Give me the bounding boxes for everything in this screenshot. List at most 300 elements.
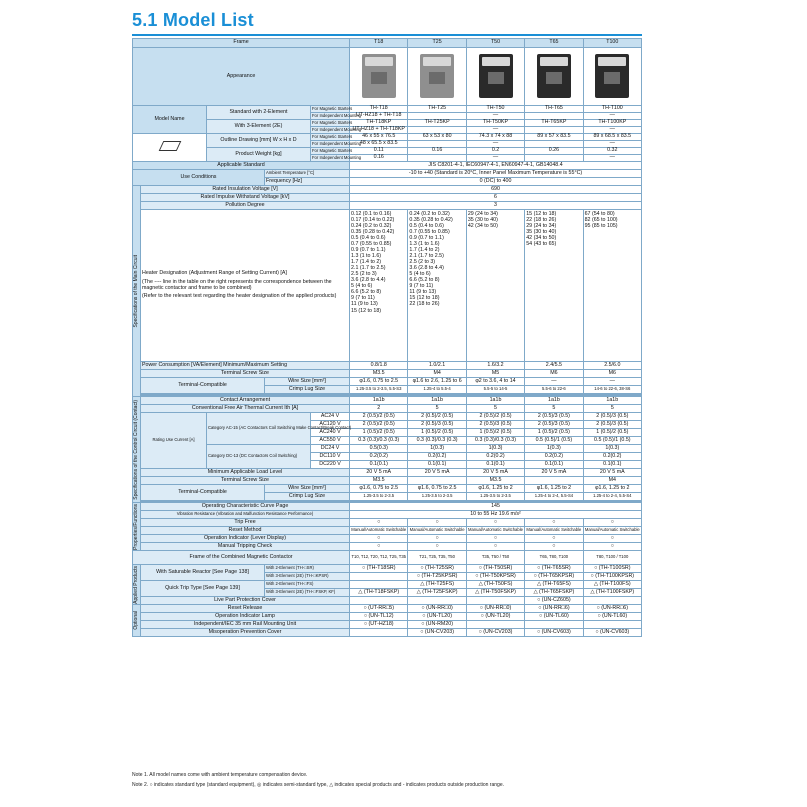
table-cell: Manual Tripping Check bbox=[141, 543, 350, 551]
model-value: 1.25-4 to 2-4, 5.5-S4 bbox=[583, 493, 641, 501]
model-value: 0.2 bbox=[466, 148, 524, 155]
model-value: T35, T50 / T50 bbox=[466, 551, 524, 565]
model-value: 5 bbox=[525, 405, 583, 413]
table-cell: ○ bbox=[408, 543, 466, 551]
section-label bbox=[133, 186, 141, 397]
table-row bbox=[133, 397, 642, 405]
table-cell: AC120 V bbox=[311, 421, 350, 429]
model-value: ○ (TH-T65KPSR) bbox=[525, 573, 583, 581]
table-cell: Operating Characteristic Curve Page bbox=[141, 503, 350, 511]
table-row bbox=[133, 581, 642, 589]
table-row bbox=[133, 170, 642, 178]
model-value: ○ (UN-CZ605) bbox=[525, 597, 583, 605]
model-value: 1(0.3) bbox=[525, 445, 583, 453]
model-value: ○ (TH-T65SR) bbox=[525, 565, 583, 573]
table-cell: For Magnetic Starters bbox=[312, 133, 353, 139]
model-value: ○ (TH-T50SR) bbox=[466, 565, 524, 573]
model-value: 0.16 bbox=[350, 155, 408, 162]
model-value: ○ (UN-TL20) bbox=[466, 613, 524, 621]
model-value: φ1.6, 0.75 to 2.5 bbox=[350, 378, 408, 386]
table-cell: Manual/Automatic Switchable bbox=[350, 527, 408, 535]
model-value: 2 (0.5)/3 (0.5) bbox=[525, 421, 583, 429]
model-value: 0.26 bbox=[525, 148, 583, 155]
product-photo bbox=[408, 48, 466, 106]
model-name-label: Model Name bbox=[133, 106, 207, 134]
table-cell: Operation Indicator (Lever Display) bbox=[141, 535, 350, 543]
model-value: 5 bbox=[583, 405, 641, 413]
model-value bbox=[583, 621, 641, 629]
model-list-table bbox=[132, 38, 642, 637]
table-cell: Frequency [Hz] bbox=[265, 178, 350, 186]
model-value: 63 x 53 x 80 bbox=[408, 134, 466, 141]
table-cell: Product Weight [kg] bbox=[207, 148, 311, 162]
relay-image bbox=[595, 54, 629, 98]
model-value bbox=[350, 597, 408, 605]
table-cell: Power Consumption [VA/Element] Minimum/Maximum Setting bbox=[141, 362, 350, 370]
table-row bbox=[133, 39, 642, 48]
model-value: 2.4/5.5 bbox=[525, 362, 583, 370]
table-cell: For Independent Mounting bbox=[312, 112, 362, 118]
table-row bbox=[133, 519, 642, 527]
table-cell: For Independent Mounting bbox=[312, 154, 362, 160]
table-cell: Outline Drawing [mm] W x H x D bbox=[207, 134, 311, 148]
model-value: △ (TH-T100FSKP) bbox=[583, 589, 641, 597]
heater-text: (Refer to the relevant text regarding the heater designation of the applied products) bbox=[142, 293, 337, 300]
heater-text: Heater Designation (Adjustment Range of Setting Current) [A] bbox=[142, 269, 287, 276]
model-value: 0.2(0.2) bbox=[525, 453, 583, 461]
model-value: 2 bbox=[350, 405, 408, 413]
relay-image bbox=[362, 54, 396, 98]
model-value: φ1.6, 1.25 to 2 bbox=[583, 485, 641, 493]
table-cell: Wire Size [mm²] bbox=[265, 378, 350, 386]
model-value: — bbox=[583, 141, 641, 148]
model-value: — bbox=[466, 155, 524, 162]
model-value: 2 (0.5)/2 (0.5) bbox=[408, 413, 466, 421]
table-cell: ○ bbox=[408, 519, 466, 527]
model-value: — bbox=[583, 113, 641, 120]
table-cell: Conventional Free Air Thermal Current Ith [A] bbox=[141, 405, 350, 413]
model-value: 74.3 x 74 x 88 bbox=[466, 134, 524, 141]
table-row bbox=[133, 370, 642, 378]
model-value: — bbox=[583, 127, 641, 134]
section-label bbox=[133, 605, 141, 637]
table-cell: For Magnetic Starters bbox=[312, 119, 353, 125]
model-value: M3.5 bbox=[466, 477, 524, 485]
model-value: ○ (UN-TL60) bbox=[583, 613, 641, 621]
model-value: 0.5 (0.5)/1 (0.5) bbox=[525, 437, 583, 445]
model-value bbox=[583, 597, 641, 605]
model-value: 1.25-3.5 to 2-3.5, 5.5-S3 bbox=[350, 386, 408, 394]
model-value bbox=[525, 155, 583, 162]
model-value: 89 x 68.5 x 83.5 bbox=[583, 134, 641, 141]
model-value: — bbox=[466, 127, 524, 134]
model-value: TH-T65 bbox=[525, 106, 583, 113]
section-label-text: Properties/Functions bbox=[132, 503, 139, 550]
heater-list: 67 (54 to 80) 82 (65 to 100) 95 (85 to 105) bbox=[583, 210, 641, 362]
model-value: 1a1b bbox=[350, 397, 408, 405]
table-row bbox=[133, 543, 642, 551]
model-value: TH-T50KP bbox=[466, 120, 524, 127]
merged-value: 10 to 55 Hz 19.6 m/s² bbox=[350, 511, 642, 519]
table-cell: Manual/Automatic Switchable bbox=[525, 527, 583, 535]
product-photo bbox=[525, 48, 583, 106]
table-cell: Crimp Lug Size bbox=[265, 493, 350, 501]
model-value: TH-T65KP bbox=[525, 120, 583, 127]
product-photo bbox=[466, 48, 524, 106]
model-value: ○ (UN-RM20) bbox=[408, 621, 466, 629]
model-value: ○ (UN-CV203) bbox=[408, 629, 466, 637]
table-cell: Minimum Applicable Load Level bbox=[141, 469, 350, 477]
section-label bbox=[133, 397, 141, 503]
model-value: M3.5 bbox=[350, 477, 408, 485]
model-value: 2 (0.5)/3 (0.5) bbox=[408, 421, 466, 429]
table-cell: DC24 V bbox=[311, 445, 350, 453]
model-value bbox=[466, 597, 524, 605]
model-value: φ1.6, 1.25 to 2 bbox=[466, 485, 524, 493]
table-cell: Standard with 2-Element bbox=[207, 106, 311, 120]
merged-value: -10 to +40 (Standard is 20°C, Inner Panel Maximum Temperature is 55°C) bbox=[350, 170, 642, 178]
model-value: △ (TH-T65FSKP) bbox=[525, 589, 583, 597]
model-header: T100 bbox=[583, 39, 641, 48]
merged-value: 145 bbox=[350, 503, 642, 511]
table-row bbox=[133, 405, 642, 413]
section-label-text: Optional bbox=[132, 611, 139, 630]
model-value: T80, T100 / T100 bbox=[583, 551, 641, 565]
table-cell: With 3-Element (2E) (TH-□FSKP, KF) bbox=[265, 589, 350, 597]
table-cell: ○ bbox=[525, 543, 583, 551]
model-value: ○ (TH-T25KPSR) bbox=[408, 573, 466, 581]
table-row bbox=[133, 378, 642, 386]
table-cell: AC240 V bbox=[311, 429, 350, 437]
section-label bbox=[133, 565, 141, 605]
table-cell: Use Conditions bbox=[133, 170, 265, 186]
table-cell: Quick Trip Type [See Page 139] bbox=[141, 581, 265, 597]
model-value: 5.5-6 to 22-6 bbox=[525, 386, 583, 394]
model-value: △ (TH-T25FS) bbox=[408, 581, 466, 589]
model-value bbox=[350, 581, 408, 589]
model-value: 2 (0.5)/3 (0.5) bbox=[583, 421, 641, 429]
merged-value: 0 (DC) to 400 bbox=[350, 178, 642, 186]
model-value: 1 (0.5)/2 (0.5) bbox=[466, 429, 524, 437]
model-value: 5 bbox=[466, 405, 524, 413]
table-cell: Terminal Screw Size bbox=[141, 370, 350, 378]
model-value: ○ (UN-RR□0) bbox=[408, 605, 466, 613]
title-underline bbox=[132, 34, 642, 36]
table-row bbox=[133, 485, 642, 493]
table-cell: With 2-Element (TH-□SR) bbox=[265, 565, 350, 573]
table-row bbox=[133, 202, 642, 210]
model-value: 1.0/2.1 bbox=[408, 362, 466, 370]
model-value: ○ (UN-TL12) bbox=[350, 613, 408, 621]
model-value: φ1.6, 0.75 to 2.5 bbox=[408, 485, 466, 493]
model-value: 0.11 bbox=[350, 148, 408, 155]
table-cell: ○ bbox=[525, 535, 583, 543]
table-cell: ○ bbox=[408, 535, 466, 543]
merged-value: 690 bbox=[350, 186, 642, 194]
table-row bbox=[133, 605, 642, 613]
model-value: M6 bbox=[583, 370, 641, 378]
model-value: M5 bbox=[466, 370, 524, 378]
model-value: 1.6/3.2 bbox=[466, 362, 524, 370]
model-value: 1.25-3.5 to 2-3.5 bbox=[466, 493, 524, 501]
table-cell: Operation Indicator Lamp bbox=[141, 613, 350, 621]
model-value: 2 (0.5)/3 (0.5) bbox=[525, 413, 583, 421]
product-photo bbox=[583, 48, 641, 106]
model-value: T10, T12, T20, T12, T25, T35 bbox=[350, 551, 408, 565]
model-value: 1 (0.5)/2 (0.5) bbox=[408, 429, 466, 437]
table-row bbox=[133, 527, 642, 535]
table-cell: ○ bbox=[583, 519, 641, 527]
model-value: M3.5 bbox=[350, 370, 408, 378]
model-header: T65 bbox=[525, 39, 583, 48]
table-cell: ○ bbox=[583, 535, 641, 543]
model-value: — bbox=[466, 113, 524, 120]
table-row bbox=[133, 48, 642, 106]
model-value: 20 V 5 mA bbox=[350, 469, 408, 477]
model-value: △ (TH-T50FS) bbox=[466, 581, 524, 589]
model-value: 1 (0.5)/2 (0.5) bbox=[525, 429, 583, 437]
model-value: TH-T50 bbox=[466, 106, 524, 113]
model-value: ○ (UN-CV603) bbox=[583, 629, 641, 637]
table-cell: With 3-Element (2E) bbox=[207, 120, 311, 134]
table-row bbox=[133, 565, 642, 573]
model-value: — bbox=[583, 155, 641, 162]
model-value: 1a1b bbox=[583, 397, 641, 405]
model-value: 1 (0.5)/2 (0.5) bbox=[583, 429, 641, 437]
table-cell: Wire Size [mm²] bbox=[265, 485, 350, 493]
table-cell: With 2-Element (TH-□FS) bbox=[265, 581, 350, 589]
product-photo bbox=[350, 48, 408, 106]
model-value: ○ (TH-T100KPSR) bbox=[583, 573, 641, 581]
model-value: 1 (0.5)/2 (0.5) bbox=[350, 429, 408, 437]
model-value: 1(0.3) bbox=[408, 445, 466, 453]
model-value: △ (TH-T18FSKP) bbox=[350, 589, 408, 597]
section-label-text: Specifications of the Main Circuit bbox=[132, 254, 139, 328]
table-row bbox=[133, 511, 642, 519]
model-value: ○ (UN-RR□0) bbox=[466, 605, 524, 613]
table-cell: Category DC-13 (DC Contactors Coil Switching) bbox=[207, 445, 311, 469]
table-cell: Vibration Resistance (Vibration and Malfunction Resistance Performance) bbox=[141, 511, 350, 519]
model-value: UT-HZ18 + TH-T18KP bbox=[350, 127, 408, 134]
model-value: 0.3 (0.3)/0.3 (0.3) bbox=[350, 437, 408, 445]
model-value: 89 x 57 x 83.5 bbox=[525, 134, 583, 141]
table-cell: Rated Impulse Withstand Voltage [kV] bbox=[141, 194, 350, 202]
table-cell: Misoperation Prevention Cover bbox=[141, 629, 350, 637]
table-cell: Terminal-Compatible bbox=[141, 485, 265, 501]
table-row bbox=[133, 210, 642, 362]
merged-value: 6 bbox=[350, 194, 642, 202]
table-row bbox=[133, 613, 642, 621]
model-value: △ (TH-T50FSKP) bbox=[466, 589, 524, 597]
model-value: 2.5/6.0 bbox=[583, 362, 641, 370]
table-row bbox=[133, 629, 642, 637]
model-value: 48 x 65.5 x 83.5 bbox=[350, 141, 408, 148]
table-cell: Category AC-15 (AC Contactors Coil Switching Make Contact/Break Contact) bbox=[207, 413, 311, 445]
merged-value: 3 bbox=[350, 202, 642, 210]
model-value: TH-T25KP bbox=[408, 120, 466, 127]
model-value: M6 bbox=[525, 370, 583, 378]
model-value: △ (TH-T100FS) bbox=[583, 581, 641, 589]
model-value: 1(0.3) bbox=[466, 445, 524, 453]
model-value: 20 V 5 mA bbox=[525, 469, 583, 477]
table-row bbox=[133, 194, 642, 202]
heater-label-cell bbox=[141, 210, 350, 362]
table-cell: Reset Release bbox=[141, 605, 350, 613]
model-value: 5 bbox=[408, 405, 466, 413]
model-value bbox=[525, 477, 583, 485]
model-value: M4 bbox=[408, 370, 466, 378]
model-value: φ2 to 3.6, 4 to 14 bbox=[466, 378, 524, 386]
model-value: 1.25-4 to 2-4, 5.5-S4 bbox=[525, 493, 583, 501]
outline-drawing-icon bbox=[133, 134, 207, 162]
table-cell: Pollution Degree bbox=[141, 202, 350, 210]
model-value: 20 V 5 mA bbox=[466, 469, 524, 477]
model-value: T65, T80, T100 bbox=[525, 551, 583, 565]
model-value bbox=[525, 621, 583, 629]
table-cell: ○ bbox=[466, 543, 524, 551]
appearance-label: Appearance bbox=[133, 48, 350, 106]
table-cell: For Independent Mounting bbox=[312, 126, 362, 132]
table-cell: Live Part Protection Cover bbox=[141, 597, 350, 605]
model-value: ○ (TH-T25SR) bbox=[408, 565, 466, 573]
table-cell: Manual/Automatic Switchable bbox=[408, 527, 466, 535]
table-cell: For Independent Mounting bbox=[312, 140, 362, 146]
model-value: 0.1(0.1) bbox=[408, 461, 466, 469]
model-value: 1a1b bbox=[408, 397, 466, 405]
model-value: 14-6 to 22-6, 38-S6 bbox=[583, 386, 641, 394]
model-value: — bbox=[466, 141, 524, 148]
model-value: — bbox=[525, 378, 583, 386]
model-header: T50 bbox=[466, 39, 524, 48]
model-value: ○ (TH-T100SR) bbox=[583, 565, 641, 573]
model-value: φ1.6, 0.75 to 2.5 bbox=[350, 485, 408, 493]
model-header: T18 bbox=[350, 39, 408, 48]
table-row bbox=[133, 186, 642, 194]
model-value: 2 (0.5)/2 (0.5) bbox=[350, 421, 408, 429]
table-row bbox=[133, 535, 642, 543]
merged-value: JIS C8201-4-1, IEC60947-4-1, EN60947-4-1, GB14048.4 bbox=[350, 162, 642, 170]
model-value: φ1.6, 1.25 to 2 bbox=[525, 485, 583, 493]
model-value: TH-T100 bbox=[583, 106, 641, 113]
model-value: 1.25-3.5 to 2-3.5 bbox=[408, 493, 466, 501]
table-cell: Manual/Automatic Switchable bbox=[466, 527, 524, 535]
table-cell: ○ bbox=[350, 519, 408, 527]
model-value: φ1.6 to 2.6, 1.25 to 6 bbox=[408, 378, 466, 386]
model-value bbox=[350, 629, 408, 637]
table-row bbox=[133, 148, 642, 155]
model-value: 2 (0.5)/3 (0.5) bbox=[583, 413, 641, 421]
relay-image bbox=[537, 54, 571, 98]
table-row bbox=[133, 503, 642, 511]
model-value: ○ (UN-RR□6) bbox=[583, 605, 641, 613]
heater-list: 15 (12 to 18) 22 (18 to 26) 29 (24 to 34) 35 (30 to 40) 42 (34 to 50) 54 (43 to 65) bbox=[525, 210, 583, 362]
model-value: TH-T18 bbox=[350, 106, 408, 113]
table-cell: Applicable Standard bbox=[133, 162, 350, 170]
model-value: ○ (UN-CV203) bbox=[466, 629, 524, 637]
model-value: 0.1(0.1) bbox=[466, 461, 524, 469]
model-value: UT-HZ18 + TH-T18 bbox=[350, 113, 408, 120]
model-value: 0.2(0.2) bbox=[583, 453, 641, 461]
table-cell: DC110 V bbox=[311, 453, 350, 461]
model-value: ○ (UT-HZ18) bbox=[350, 621, 408, 629]
model-value: ○ (UN-CV603) bbox=[525, 629, 583, 637]
box-outline-icon bbox=[158, 141, 181, 151]
model-value: ○ (TH-T50KPSR) bbox=[466, 573, 524, 581]
model-value: 0.1(0.1) bbox=[350, 461, 408, 469]
model-value: 2 (0.5)/3 (0.5) bbox=[466, 421, 524, 429]
model-value: ○ (UN-TL60) bbox=[525, 613, 583, 621]
table-cell: ○ bbox=[583, 543, 641, 551]
table-row bbox=[133, 362, 642, 370]
model-value: 0.5 (0.5)/1 (0.5) bbox=[583, 437, 641, 445]
model-value: TH-T100KP bbox=[583, 120, 641, 127]
model-value: 5.5-5 to 14-5 bbox=[466, 386, 524, 394]
heater-list: 29 (24 to 34) 35 (30 to 40) 42 (34 to 50) bbox=[466, 210, 524, 362]
model-value: 1a1b bbox=[466, 397, 524, 405]
model-value: T21, T25, T35, T50 bbox=[408, 551, 466, 565]
table-cell: With 3-Element (2E) (TH-□KPSR) bbox=[265, 573, 350, 581]
table-cell: ○ bbox=[350, 535, 408, 543]
heater-text: (The ---- line in the table on the right represents the correspondence between the magnetic contactor and frame to be combined) bbox=[142, 278, 332, 291]
table-cell: AC550 V bbox=[311, 437, 350, 445]
relay-image bbox=[479, 54, 513, 98]
model-value: 0.2(0.2) bbox=[350, 453, 408, 461]
table-cell: ○ bbox=[525, 519, 583, 527]
table-cell: AC24 V bbox=[311, 413, 350, 421]
table-row bbox=[133, 469, 642, 477]
model-value bbox=[466, 621, 524, 629]
table-cell: Rated Insulation Voltage [V] bbox=[141, 186, 350, 194]
model-value: TH-T18KP bbox=[350, 120, 408, 127]
table-cell: Reset Method bbox=[141, 527, 350, 535]
model-value: ○ (UN-TL20) bbox=[408, 613, 466, 621]
table-cell: Terminal Screw Size bbox=[141, 477, 350, 485]
table-cell: DC220 V bbox=[311, 461, 350, 469]
table-row bbox=[133, 413, 642, 421]
model-value: △ (TH-T25FSKP) bbox=[408, 589, 466, 597]
note-2: Note 2. ○ indicates standard type (standard equipment), ◎ indicates semi-standard type, △ indicates special products and - indicates products outside production range. bbox=[132, 782, 504, 788]
model-value: 20 V 5 mA bbox=[408, 469, 466, 477]
model-value: ○ (TH-T18SR) bbox=[350, 565, 408, 573]
section-label-text: Specifications of the Control Circuit (Contact) bbox=[132, 399, 139, 500]
section-label-text: Applied Products bbox=[132, 565, 139, 604]
table-cell: ○ bbox=[466, 535, 524, 543]
model-value: 0.16 bbox=[408, 148, 466, 155]
table-cell: ○ bbox=[350, 543, 408, 551]
model-value: △ (TH-T65FS) bbox=[525, 581, 583, 589]
model-value: — bbox=[583, 378, 641, 386]
table-cell: For Magnetic Starters bbox=[312, 105, 353, 111]
model-value: M4 bbox=[583, 477, 641, 485]
heater-list: 0.24 (0.2 to 0.32) 0.35 (0.28 to 0.42) 0.5 (0.4 to 0.6) 0.7 (0.55 to 0.85) 0.9 (0.7 to 1.1) 1.3 (1 to 1.6) 1.7 (1.4 to 2) 2.1 (1.7 to 2.5) 2.5 (2 to 3) 3.6 (2.8 to 4.4) 5 (4 to 6) 6.6 (5.2 to 8) 9 (7 to 11) 11 (9 to 13) 15 (12 to 18) 22 (18 to 26) bbox=[408, 210, 466, 362]
model-value bbox=[350, 573, 408, 581]
model-value: 20 V 5 mA bbox=[583, 469, 641, 477]
table-cell: Manual/Automatic Switchable bbox=[583, 527, 641, 535]
model-value: 1a1b bbox=[525, 397, 583, 405]
table-row bbox=[133, 477, 642, 485]
model-value: 1.25-4 to 5.5-4 bbox=[408, 386, 466, 394]
model-value: 0.32 bbox=[583, 148, 641, 155]
model-value: 46 x 55 x 76.5 bbox=[350, 134, 408, 141]
model-value bbox=[408, 477, 466, 485]
model-value bbox=[408, 155, 466, 162]
table-cell: Crimp Lug Size bbox=[265, 386, 350, 394]
table-cell: Frame of the Combined Magnetic Contactor bbox=[133, 551, 350, 565]
table-cell: Trip Free bbox=[141, 519, 350, 527]
table-cell: Contact Arrangement bbox=[141, 397, 350, 405]
table-row bbox=[133, 597, 642, 605]
model-header: T25 bbox=[408, 39, 466, 48]
